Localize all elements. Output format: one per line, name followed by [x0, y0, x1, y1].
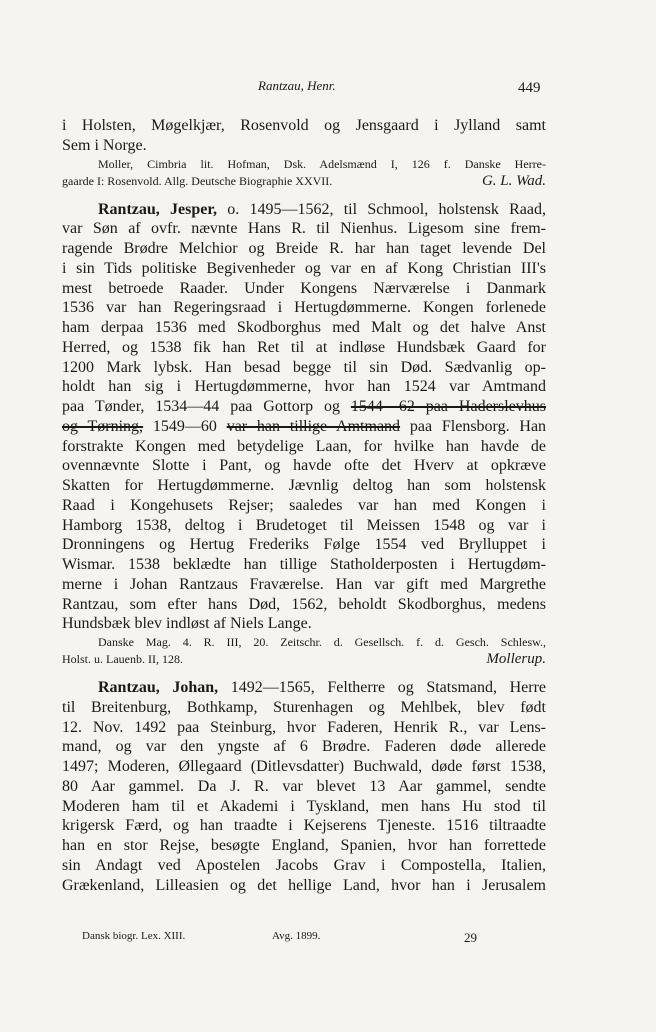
author-signature: Mollerup.	[486, 651, 546, 667]
text-line: Hundsbæk blev indløst af Niels Lange.	[62, 615, 312, 633]
text-line: 1497; Moderen, Øllegaard (Ditlevsdatter) Buchwald, døde først 1538,	[62, 758, 546, 775]
text-line: i sin Tids politiske Begivenheder og var en af Kong Christian III's	[62, 259, 546, 277]
text-line-with-strikethrough	[62, 417, 546, 437]
entry-headword: Rantzau, Jesper,	[98, 200, 217, 218]
text-line: mand, og var den yngste af 6 Brødre. Faderen døde allerede	[62, 738, 546, 756]
struck-text: og Tørning,	[62, 417, 144, 435]
text-line: han en stor Rejse, besøgte England, Spanien, hvor han forrettede	[62, 837, 546, 854]
page-footer	[82, 930, 512, 948]
text-segment: paa Tønder, 1534—44 paa Gottorp og	[62, 398, 340, 415]
text-line: var Søn af ovfr. nævnte Hans R. til Nienhus. Ligesom sine frem-	[62, 220, 546, 238]
running-head	[0, 78, 656, 98]
text-line: sin Andagt ved Apostelen Jacobs Grav i Compostella, Italien,	[62, 856, 546, 874]
text-line: Rantzau, som efter hans Død, 1562, beholdt Skodborghus, medens	[62, 595, 546, 613]
text-segment: paa Flensborg. Han	[409, 417, 547, 435]
text-line: mest betroede Raader. Under Kongens Nærværelse i Danmark	[62, 279, 546, 297]
text-line: krigersk Færd, og han traadte i Kejserens Tjeneste. 1516 tiltraadte	[62, 817, 546, 835]
text-line: ham derpaa 1536 med Skodborghus med Malt og det halve Anst	[62, 319, 546, 336]
entry-first-line-text: 1492—1565, Feltherre og Statsmand, Herre	[230, 679, 547, 696]
reference-line: Moller, Cimbria lit. Hofman, Dsk. Adelsmænd I, 126 f. Danske Herre-	[98, 156, 546, 171]
struck-text: 1544—62 paa Haderslevhus	[350, 398, 546, 415]
text-line: ovennævnte Slotte i Pant, og havde ofte det Hverv at opkræve	[62, 457, 546, 475]
running-title: Rantzau, Henr.	[258, 78, 336, 93]
text-line: Grækenland, Lilleasien og det hellige Land, hvor han i Jerusalem	[62, 876, 546, 894]
footer-signature-mark: 29	[464, 930, 477, 945]
text-line: til Breitenburg, Bothkamp, Sturenhagen og Mehlbek, blev født	[62, 698, 546, 716]
entry-headword: Rantzau, Johan,	[98, 679, 219, 696]
author-signature: G. L. Wad.	[481, 172, 546, 189]
text-line: Sem i Norge.	[62, 136, 147, 154]
text-line: holdt han sig i Hertugdømmerne, hvor han 1524 var Amtmand	[62, 378, 546, 396]
entry-first-line-text: o. 1495—1562, til Schmool, holstensk Raad,	[227, 200, 547, 218]
text-line: 80 Aar gammel. Da J. R. var blevet 13 Aar gammel, sendte	[62, 777, 546, 795]
reference-line	[62, 651, 546, 668]
text-line: 12. Nov. 1492 paa Steinburg, hvor Faderen, Henrik R., var Lens-	[62, 718, 546, 736]
reference-text: Holst. u. Lauenb. II, 128.	[62, 652, 183, 666]
text-segment: 1549—60	[152, 417, 217, 435]
text-line: Skatten for Hertugdømmerne. Jævnlig deltog han som holstensk	[62, 477, 546, 494]
entry-first-line	[62, 678, 546, 698]
page-number: 449	[518, 80, 541, 96]
reference-text: gaarde I: Rosenvold. Allg. Deutsche Biographie XXVII.	[62, 173, 333, 188]
text-block	[62, 116, 546, 895]
text-line: i Holsten, Møgelkjær, Rosenvold og Jensgaard i Jylland samt	[62, 117, 546, 134]
entry-first-line	[62, 200, 546, 220]
text-line: Hamborg 1538, deltog i Brudetoget til Meissen 1548 og var i	[62, 516, 546, 534]
text-line: merne i Johan Rantzaus Fraværelse. Han var gift med Margrethe	[62, 575, 546, 593]
text-line: 1200 Mark lybsk. Han besad begge til sin Død. Sædvanlig op-	[62, 358, 546, 376]
text-line: 1536 var han Regeringsraad i Hertugdømmerne. Kongen forlenede	[62, 299, 546, 317]
struck-text: var han tillige Amtmand	[226, 417, 401, 435]
text-line: forstrakte Kongen med betydelige Laan, for hvilke han havde de	[62, 437, 546, 455]
text-line: Raad i Kongehusets Rejser; saaledes var han med Kongen i	[62, 496, 546, 514]
footer-work-title: Dansk biogr. Lex. XIII.	[82, 930, 186, 942]
footer-date: Avg. 1899.	[272, 930, 321, 942]
text-line: ragende Brødre Melchior og Breide R. har han taget levende Del	[62, 240, 546, 257]
text-line: Wismar. 1538 beklædte han tillige Statholderposten i Hertugdøm-	[62, 556, 546, 573]
text-line-with-strikethrough	[62, 397, 546, 417]
reference-line: Danske Mag. 4. R. III, 20. Zeitschr. d. Gesellsch. f. d. Gesch. Schlesw.,	[98, 635, 546, 649]
text-line: Dronningens og Hertug Frederiks Følge 1554 ved Brylluppet i	[62, 536, 546, 554]
text-line: Moderen ham til et Akademi i Tyskland, men hans Hu stod til	[62, 797, 546, 815]
reference-line	[62, 173, 546, 190]
text-line: Herred, og 1538 fik han Ret til at indløse Hundsbæk Gaard for	[62, 338, 546, 356]
